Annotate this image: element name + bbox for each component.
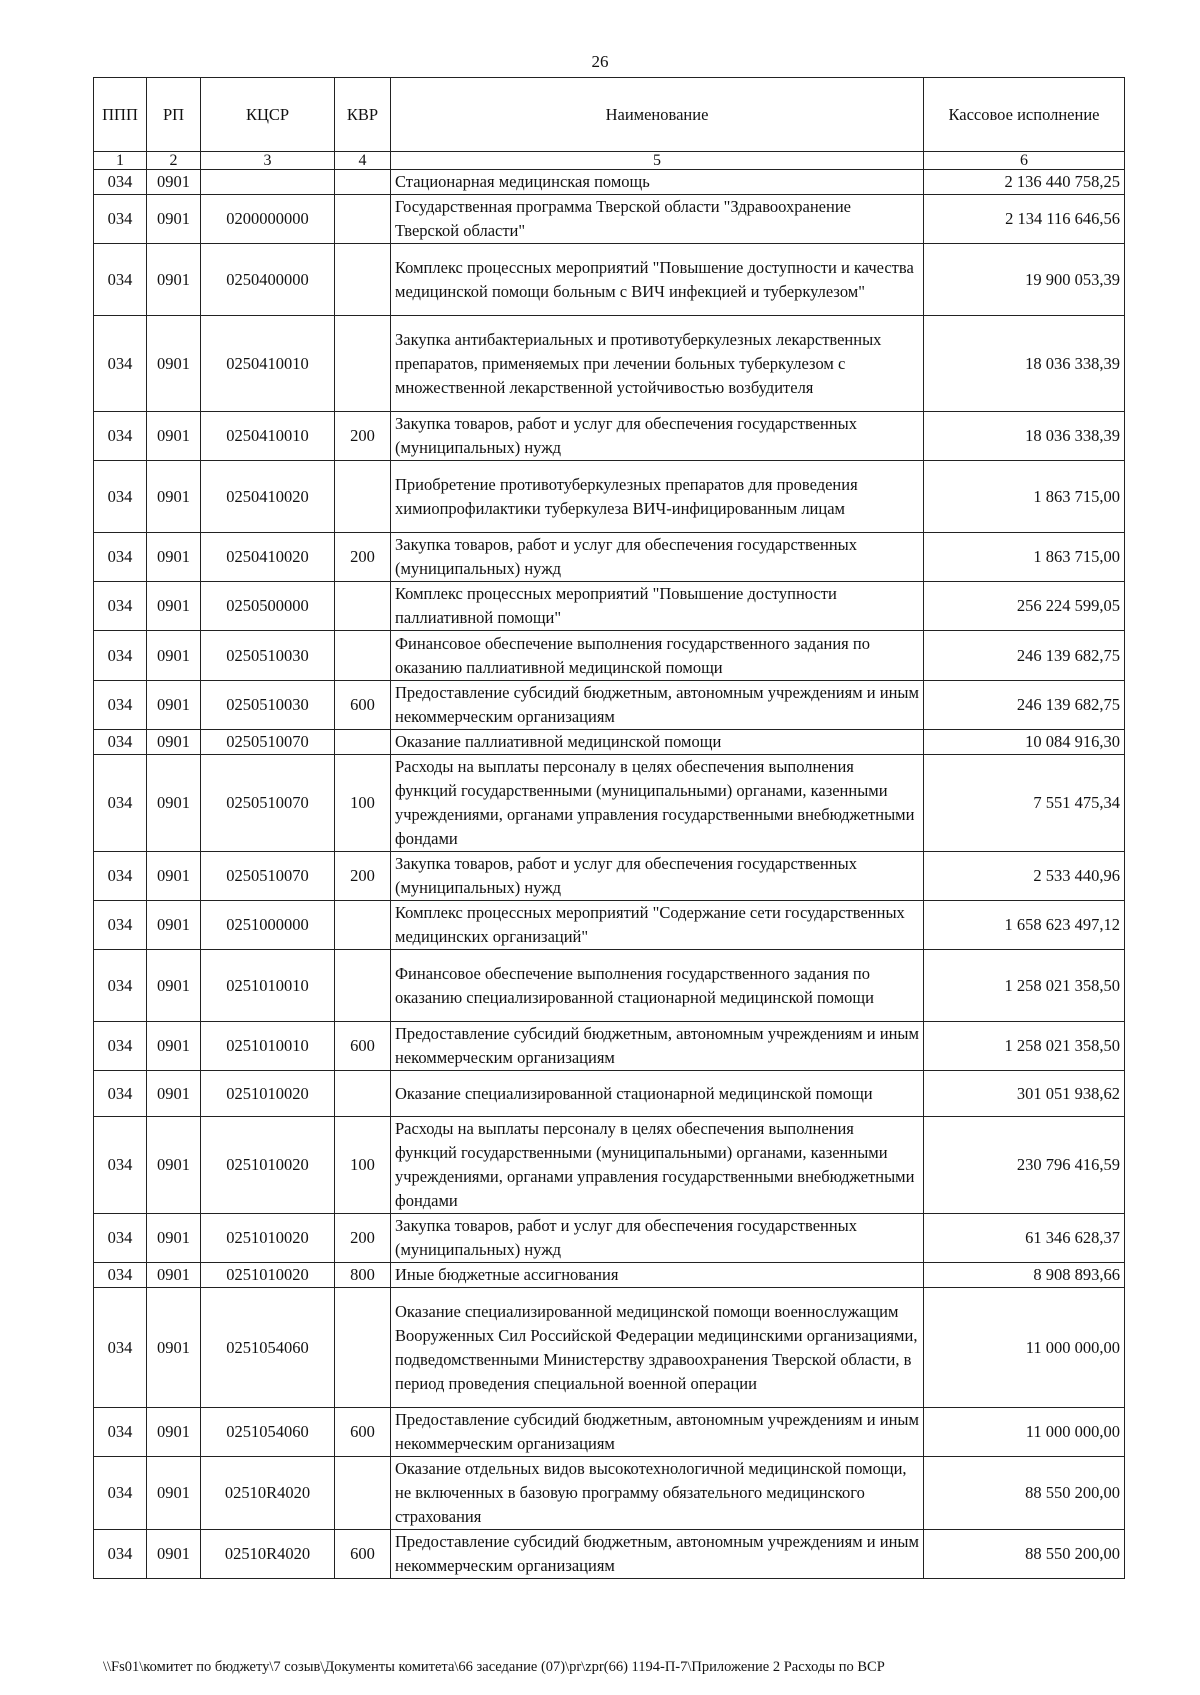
cell-name: Закупка товаров, работ и услуг для обеспечения государственных (муниципальных) нужд [391,533,924,582]
cell-name: Предоставление субсидий бюджетным, автономным учреждениям и иным некоммерческим организациям [391,1408,924,1457]
cell-rp: 0901 [147,412,201,461]
cell-rp: 0901 [147,170,201,195]
cell-rp: 0901 [147,950,201,1022]
cell-ppp: 034 [94,852,147,901]
cell-rp: 0901 [147,1022,201,1071]
cell-kcsr: 0250410020 [201,461,335,533]
cell-ppp: 034 [94,1022,147,1071]
cell-ppp: 034 [94,681,147,730]
cell-rp: 0901 [147,244,201,316]
column-number-row [94,152,1125,170]
cell-rp: 0901 [147,681,201,730]
cell-rp: 0901 [147,631,201,681]
cell-ppp: 034 [94,170,147,195]
table-row [94,755,1125,852]
cell-amount: 88 550 200,00 [924,1457,1125,1530]
cell-amount: 1 863 715,00 [924,533,1125,582]
cell-ppp: 034 [94,461,147,533]
cell-kvr: 100 [335,1117,391,1214]
table-row [94,316,1125,412]
header-kcsr: КЦСР [201,78,335,152]
cell-kcsr: 0251010020 [201,1071,335,1117]
cell-name: Предоставление субсидий бюджетным, автономным учреждениям и иным некоммерческим организациям [391,1022,924,1071]
cell-name: Предоставление субсидий бюджетным, автономным учреждениям и иным некоммерческим организациям [391,1530,924,1579]
cell-kvr: 200 [335,533,391,582]
cell-kvr: 600 [335,681,391,730]
cell-name: Государственная программа Тверской области "Здравоохранение Тверской области" [391,195,924,244]
cell-ppp: 034 [94,1408,147,1457]
cell-ppp: 034 [94,582,147,631]
cell-kvr [335,461,391,533]
cell-kcsr: 0251054060 [201,1288,335,1408]
cell-rp: 0901 [147,1288,201,1408]
cell-amount: 11 000 000,00 [924,1408,1125,1457]
cell-name: Закупка товаров, работ и услуг для обеспечения государственных (муниципальных) нужд [391,852,924,901]
cell-kvr [335,582,391,631]
cell-kcsr: 0251010020 [201,1263,335,1288]
cell-kvr: 600 [335,1022,391,1071]
cell-kvr [335,1457,391,1530]
cell-ppp: 034 [94,316,147,412]
cell-kvr [335,244,391,316]
budget-table [93,77,1125,1579]
cell-name: Комплекс процессных мероприятий "Повышение доступности паллиативной помощи" [391,582,924,631]
cell-name: Финансовое обеспечение выполнения государственного задания по оказанию специализированной стационарной медицинской помощи [391,950,924,1022]
cell-name: Оказание отдельных видов высокотехнологичной медицинской помощи, не включенных в базовую программу обязательного медицинского страхования [391,1457,924,1530]
table-row [94,901,1125,950]
cell-amount: 256 224 599,05 [924,582,1125,631]
table-row [94,1214,1125,1263]
cell-amount: 61 346 628,37 [924,1214,1125,1263]
table-row [94,852,1125,901]
cell-kcsr: 02510R4020 [201,1457,335,1530]
cell-ppp: 034 [94,1117,147,1214]
cell-kcsr: 02510R4020 [201,1530,335,1579]
cell-kcsr: 0250400000 [201,244,335,316]
cell-amount: 230 796 416,59 [924,1117,1125,1214]
cell-amount: 246 139 682,75 [924,631,1125,681]
cell-kcsr: 0251000000 [201,901,335,950]
column-number: 1 [94,152,147,170]
cell-ppp: 034 [94,730,147,755]
cell-kvr: 200 [335,852,391,901]
cell-kcsr: 0250410020 [201,533,335,582]
cell-ppp: 034 [94,412,147,461]
cell-amount: 246 139 682,75 [924,681,1125,730]
table-row [94,1117,1125,1214]
cell-name: Расходы на выплаты персоналу в целях обеспечения выполнения функций государственными (муниципальными) органами, казенными учреждениями, органами управления государственными внебюджетными фондами [391,1117,924,1214]
cell-kcsr: 0250510030 [201,631,335,681]
table-row [94,244,1125,316]
cell-rp: 0901 [147,195,201,244]
table-row [94,412,1125,461]
cell-rp: 0901 [147,533,201,582]
cell-kvr [335,730,391,755]
column-number: 5 [391,152,924,170]
cell-name: Закупка товаров, работ и услуг для обеспечения государственных (муниципальных) нужд [391,1214,924,1263]
header-amount: Кассовое исполнение [924,78,1125,152]
cell-name: Приобретение противотуберкулезных препаратов для проведения химиопрофилактики туберкулеза ВИЧ-инфицированным лицам [391,461,924,533]
table-row [94,1022,1125,1071]
cell-rp: 0901 [147,1214,201,1263]
cell-amount: 1 863 715,00 [924,461,1125,533]
cell-kvr [335,631,391,681]
cell-kcsr: 0250410010 [201,316,335,412]
cell-kcsr: 0250510070 [201,852,335,901]
cell-amount: 2 134 116 646,56 [924,195,1125,244]
table-row [94,631,1125,681]
cell-kvr [335,1288,391,1408]
cell-kvr [335,1071,391,1117]
cell-kvr [335,316,391,412]
table-row [94,1263,1125,1288]
cell-kcsr: 0250500000 [201,582,335,631]
cell-kcsr: 0251010020 [201,1117,335,1214]
table-row [94,533,1125,582]
cell-name: Оказание специализированной стационарной медицинской помощи [391,1071,924,1117]
cell-ppp: 034 [94,1071,147,1117]
cell-kcsr: 0250510070 [201,730,335,755]
cell-rp: 0901 [147,316,201,412]
cell-name: Оказание паллиативной медицинской помощи [391,730,924,755]
cell-name: Оказание специализированной медицинской помощи военнослужащим Вооруженных Сил Российской Федерации медицинскими организациями, подведомственными Министерству здравоохранения Тверской области, в период проведения специальной военной операции [391,1288,924,1408]
cell-rp: 0901 [147,1263,201,1288]
table-row [94,1071,1125,1117]
cell-kvr [335,950,391,1022]
footer-file-path: \\Fs01\комитет по бюджету\7 созыв\Документы комитета\66 заседание (07)\pr\zpr(66) 1194-П-7\Приложение 2 Расходы по ВСР [103,1659,885,1675]
column-number: 3 [201,152,335,170]
cell-amount: 2 136 440 758,25 [924,170,1125,195]
cell-rp: 0901 [147,1457,201,1530]
header-ppp: ППП [94,78,147,152]
table-row [94,1457,1125,1530]
page-number: 26 [591,52,609,71]
cell-kcsr: 0250410010 [201,412,335,461]
cell-kvr: 600 [335,1408,391,1457]
cell-rp: 0901 [147,1408,201,1457]
cell-ppp: 034 [94,244,147,316]
cell-name: Комплекс процессных мероприятий "Повышение доступности и качества медицинской помощи больным с ВИЧ инфекцией и туберкулезом" [391,244,924,316]
table-row [94,1530,1125,1579]
cell-ppp: 034 [94,1457,147,1530]
cell-amount: 2 533 440,96 [924,852,1125,901]
cell-ppp: 034 [94,631,147,681]
cell-kvr [335,170,391,195]
table-row [94,195,1125,244]
cell-kcsr: 0250510030 [201,681,335,730]
column-number: 6 [924,152,1125,170]
cell-ppp: 034 [94,195,147,244]
cell-amount: 8 908 893,66 [924,1263,1125,1288]
cell-kcsr [201,170,335,195]
cell-rp: 0901 [147,461,201,533]
cell-rp: 0901 [147,582,201,631]
cell-name: Стационарная медицинская помощь [391,170,924,195]
table-body [94,170,1125,1579]
cell-kcsr: 0250510070 [201,755,335,852]
cell-kvr: 800 [335,1263,391,1288]
cell-kvr [335,195,391,244]
cell-amount: 10 084 916,30 [924,730,1125,755]
cell-name: Расходы на выплаты персоналу в целях обеспечения выполнения функций государственными (муниципальными) органами, казенными учреждениями, органами управления государственными внебюджетными фондами [391,755,924,852]
cell-kcsr: 0200000000 [201,195,335,244]
table-row [94,950,1125,1022]
table-row [94,170,1125,195]
cell-amount: 1 658 623 497,12 [924,901,1125,950]
cell-amount: 11 000 000,00 [924,1288,1125,1408]
cell-kvr [335,901,391,950]
cell-rp: 0901 [147,852,201,901]
cell-rp: 0901 [147,730,201,755]
cell-amount: 301 051 938,62 [924,1071,1125,1117]
cell-ppp: 034 [94,950,147,1022]
cell-ppp: 034 [94,1530,147,1579]
cell-rp: 0901 [147,755,201,852]
table-row [94,461,1125,533]
table-row [94,730,1125,755]
cell-rp: 0901 [147,1071,201,1117]
cell-rp: 0901 [147,1117,201,1214]
cell-kvr: 100 [335,755,391,852]
cell-kcsr: 0251054060 [201,1408,335,1457]
header-name: Наименование [391,78,924,152]
table-row [94,582,1125,631]
cell-kcsr: 0251010010 [201,950,335,1022]
cell-kcsr: 0251010020 [201,1214,335,1263]
header-rp: РП [147,78,201,152]
table-row [94,1408,1125,1457]
cell-amount: 1 258 021 358,50 [924,950,1125,1022]
table-row [94,1288,1125,1408]
cell-ppp: 034 [94,1214,147,1263]
cell-name: Закупка антибактериальных и противотуберкулезных лекарственных препаратов, применяемых при лечении больных туберкулезом с множественной лекарственной устойчивостью возбудителя [391,316,924,412]
cell-kcsr: 0251010010 [201,1022,335,1071]
cell-amount: 1 258 021 358,50 [924,1022,1125,1071]
cell-ppp: 034 [94,1288,147,1408]
cell-amount: 88 550 200,00 [924,1530,1125,1579]
cell-name: Предоставление субсидий бюджетным, автономным учреждениям и иным некоммерческим организациям [391,681,924,730]
cell-rp: 0901 [147,901,201,950]
cell-kvr: 200 [335,412,391,461]
cell-ppp: 034 [94,1263,147,1288]
cell-name: Комплекс процессных мероприятий "Содержание сети государственных медицинских организаций" [391,901,924,950]
cell-amount: 18 036 338,39 [924,316,1125,412]
cell-kvr: 200 [335,1214,391,1263]
cell-name: Финансовое обеспечение выполнения государственного задания по оказанию паллиативной медицинской помощи [391,631,924,681]
cell-name: Закупка товаров, работ и услуг для обеспечения государственных (муниципальных) нужд [391,412,924,461]
cell-amount: 19 900 053,39 [924,244,1125,316]
cell-rp: 0901 [147,1530,201,1579]
cell-name: Иные бюджетные ассигнования [391,1263,924,1288]
cell-ppp: 034 [94,755,147,852]
cell-amount: 18 036 338,39 [924,412,1125,461]
cell-ppp: 034 [94,533,147,582]
cell-ppp: 034 [94,901,147,950]
table-row [94,681,1125,730]
header-kvr: КВР [335,78,391,152]
header-row [94,78,1125,152]
column-number: 4 [335,152,391,170]
column-number: 2 [147,152,201,170]
cell-amount: 7 551 475,34 [924,755,1125,852]
cell-kvr: 600 [335,1530,391,1579]
